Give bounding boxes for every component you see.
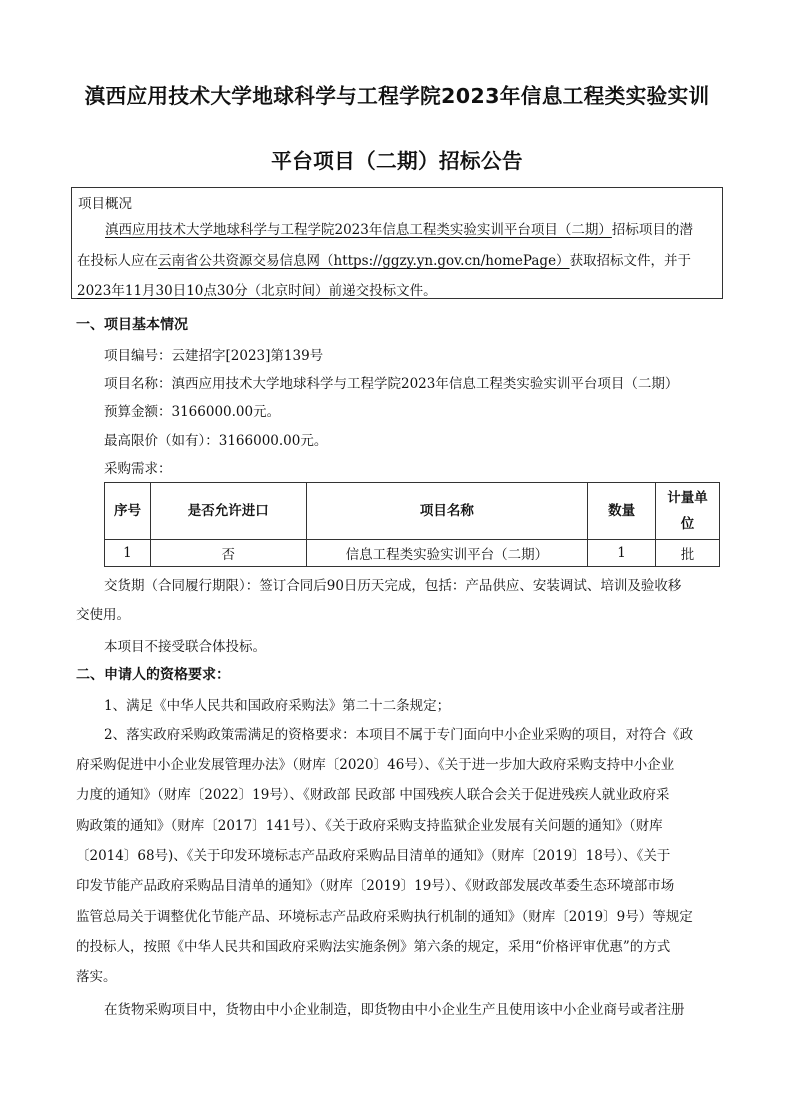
cell-item-name: 信息工程类实验实训平台（二期） xyxy=(306,540,588,567)
demand-label: 采购需求： xyxy=(104,461,172,477)
overview-line-2-rest: 获取招标文件，并于 xyxy=(569,253,692,269)
document-title-line-1: 滇西应用技术大学地球科学与工程学院2023年信息工程类实验实训 xyxy=(84,84,710,108)
delivery-period-line-2: 交使用。 xyxy=(76,607,130,623)
project-name: 项目名称：滇西应用技术大学地球科学与工程学院2023年信息工程类实验实训平台项目（二期） xyxy=(104,376,679,392)
table-header-row xyxy=(105,483,720,540)
qualification-item-2-line-9: 落实。 xyxy=(76,969,117,985)
header-unit: 计量单位 xyxy=(656,483,720,540)
qualification-item-1: 1、满足《中华人民共和国政府采购法》第二十二条规定； xyxy=(104,698,451,714)
header-seq: 序号 xyxy=(105,483,151,540)
project-name-link[interactable]: 滇西应用技术大学地球科学与工程学院2023年信息工程类实验实训平台项目（二期） xyxy=(105,222,612,238)
cell-quantity: 1 xyxy=(588,540,656,567)
project-number: 项目编号：云建招字[2023]第139号 xyxy=(104,348,324,364)
cell-seq: 1 xyxy=(105,540,151,567)
overview-line-3-rest: 前递交投标文件。 xyxy=(328,283,437,299)
qualification-item-2-line-1: 2、落实政府采购政策需满足的资格要求：本项目不属于专门面向中小企业采购的项目，对符合《政 xyxy=(104,727,694,743)
section-1-heading: 一、项目基本情况 xyxy=(76,317,188,333)
overview-line-3 xyxy=(77,279,437,299)
qualification-item-2-line-5: 〔2014〕68号)、《关于印发环境标志产品政府采购品目清单的通知》（财库〔2019〕18号）、《关于 xyxy=(76,848,671,864)
qualification-item-2-line-8: 的投标人，按照《中华人民共和国政府采购法实施条例》第六条的规定，采用“价格评审优惠”的方式 xyxy=(76,939,671,955)
max-price: 最高限价（如有）：3166000.00元。 xyxy=(104,433,328,449)
overview-line-2 xyxy=(77,249,691,269)
header-item-name: 项目名称 xyxy=(306,483,588,540)
table-row xyxy=(105,540,720,567)
section-2-heading: 二、申请人的资格要求： xyxy=(76,667,230,683)
qualification-item-2-line-3: 力度的通知》（财库〔2022〕19号）、《财政部 民政部 中国残疾人联合会关于促进残疾人就业政府采 xyxy=(76,787,670,803)
budget-amount: 预算金额：3166000.00元。 xyxy=(104,404,281,420)
qualification-item-2-line-4: 购政策的通知》（财库〔2017〕141号）、《关于政府采购支持监狱企业发展有关问题的通知》（财库 xyxy=(76,818,663,834)
header-import: 是否允许进口 xyxy=(150,483,306,540)
qualification-item-2-line-6: 印发节能产品政府采购品目清单的通知》（财库〔2019〕19号）、《财政部发展改革委生态环境部市场 xyxy=(76,878,675,894)
procurement-table xyxy=(104,482,720,567)
deadline-text: 2023年11月30日10点30分（北京时间） xyxy=(77,283,329,299)
goods-procurement-line: 在货物采购项目中，货物由中小企业制造，即货物由中小企业生产且使用该中小企业商号或者注册 xyxy=(104,1002,685,1018)
cell-import: 否 xyxy=(150,540,306,567)
cell-unit: 批 xyxy=(656,540,720,567)
resource-website-link[interactable]: 云南省公共资源交易信息网（https://ggzy.yn.gov.cn/homePage） xyxy=(158,253,570,269)
overview-label: 项目概况 xyxy=(78,196,132,212)
qualification-item-2-line-2: 府采购促进中小企业发展管理办法》（财库〔2020〕46号）、《关于进一步加大政府采购支持中小企业 xyxy=(76,757,675,773)
project-overview-box xyxy=(71,187,723,299)
consortium-note: 本项目不接受联合体投标。 xyxy=(104,639,266,655)
document-title-line-2: 平台项目（二期）招标公告 xyxy=(271,149,523,173)
overview-line-1 xyxy=(105,218,693,238)
qualification-item-2-line-7: 监管总局关于调整优化节能产品、环境标志产品政府采购执行机制的通知》（财库〔2019〕9号）等规定 xyxy=(76,909,693,925)
overview-line-2-pre: 在投标人应在 xyxy=(77,253,158,269)
header-quantity: 数量 xyxy=(588,483,656,540)
overview-line-1-rest: 招标项目的潜 xyxy=(611,222,693,238)
delivery-period-line-1: 交货期（合同履行期限）：签订合同后90日历天完成，包括：产品供应、安装调试、培训及验收移 xyxy=(104,578,682,594)
